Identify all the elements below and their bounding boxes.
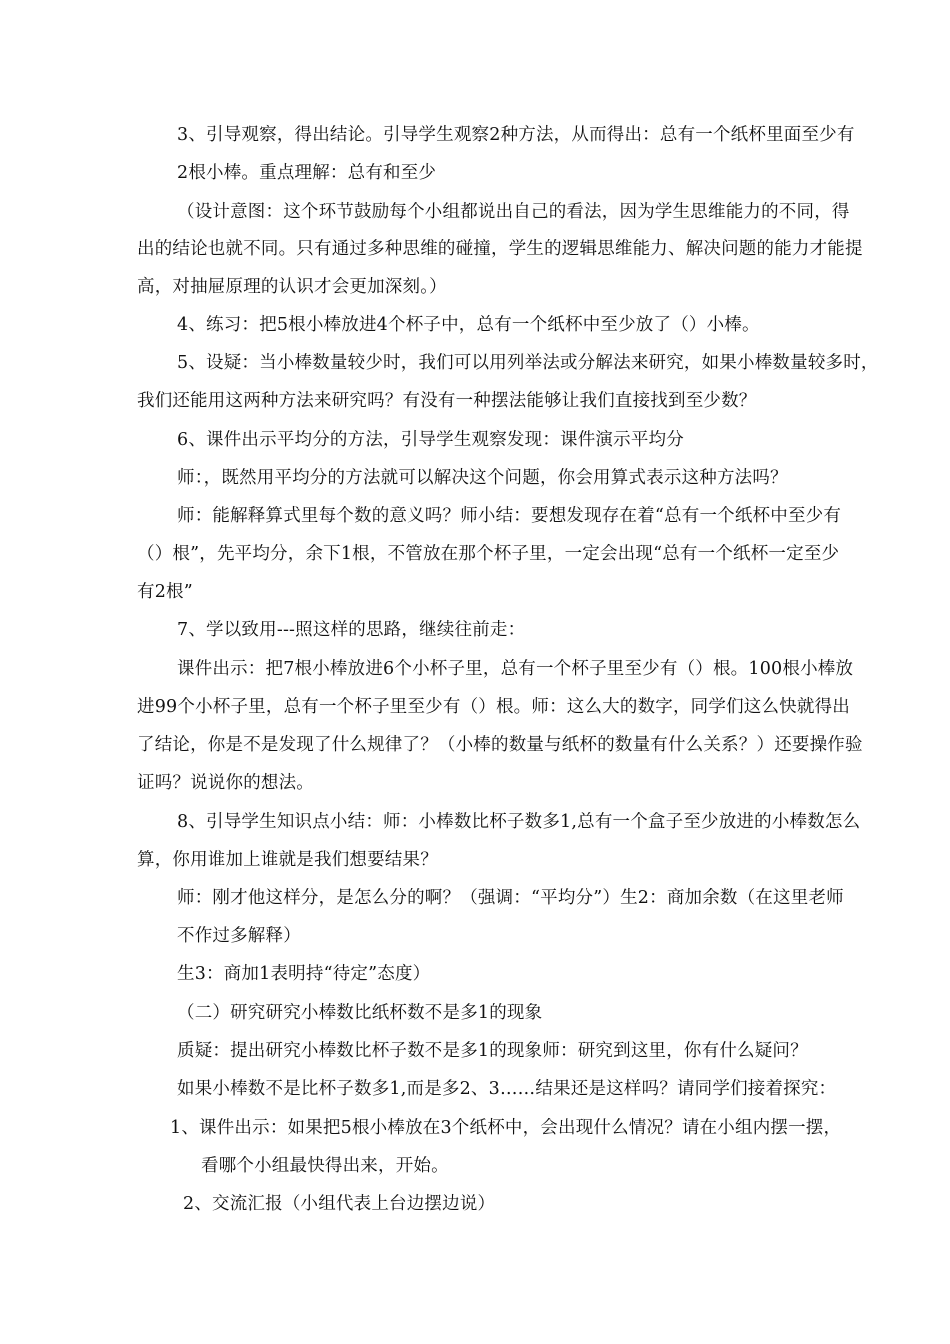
text-line: 算，你用谁加上谁就是我们想要结果？	[137, 850, 438, 870]
text-line: 高，对抽屉原理的认识才会更加深刻。）	[137, 277, 447, 297]
text-line: 3、引导观察，得出结论。引导学生观察2种方法，从而得出：总有一个纸杯里面至少有	[177, 125, 855, 145]
text-line: （）根”，先平均分，余下1根，不管放在那个杯子里，一定会出现“总有一个纸杯一定至少	[137, 544, 840, 564]
text-line: 如果小棒数不是比杯子数多1,而是多2、3……结果还是这样吗？请同学们接着探究：	[177, 1079, 837, 1099]
text-line: 我们还能用这两种方法来研究吗？有没有一种摆法能够让我们直接找到至少数？	[137, 391, 757, 411]
text-line: 有2根”	[137, 582, 193, 602]
text-line: 师：刚才他这样分，是怎么分的啊？（强调：“平均分”）生2：商加余数（在这里老师	[177, 888, 844, 908]
text-line: 5、设疑：当小棒数量较少时，我们可以用列举法或分解法来研究，如果小棒数量较多时，	[177, 353, 879, 373]
text-line: 2根小棒。重点理解：总有和至少	[177, 163, 437, 183]
text-line: 生3：商加1表明持“待定”态度）	[177, 964, 431, 984]
text-line: 师：能解释算式里每个数的意义吗？师小结：要想发现存在着“总有一个纸杯中至少有	[177, 506, 842, 526]
text-line: 课件出示：把7根小棒放进6个小杯子里，总有一个杯子里至少有（）根。100根小棒放	[177, 659, 854, 679]
text-line: 6、课件出示平均分的方法，引导学生观察发现：课件演示平均分	[177, 430, 684, 450]
text-line: 质疑：提出研究小棒数比杯子数不是多1的现象师：研究到这里，你有什么疑问？	[177, 1041, 808, 1061]
text-line: 4、练习：把5根小棒放进4个杯子中，总有一个纸杯中至少放了（）小棒。	[177, 315, 760, 335]
text-line: 了结论，你是不是发现了什么规律了？（小棒的数量与纸杯的数量有什么关系？）还要操作验	[137, 735, 863, 755]
text-line: 不作过多解释）	[177, 926, 301, 946]
text-line: 出的结论也就不同。只有通过多种思维的碰撞，学生的逻辑思维能力、解决问题的能力才能提	[137, 239, 863, 259]
text-line: 证吗？说说你的想法。	[137, 773, 314, 793]
text-line: 2、交流汇报（小组代表上台边摆边说）	[183, 1194, 496, 1214]
section-heading: （二）研究研究小棒数比纸杯数不是多1的现象	[177, 1003, 543, 1023]
text-line: （设计意图：这个环节鼓励每个小组都说出自己的看法，因为学生思维能力的不同，得	[177, 202, 850, 222]
text-line: 进99个小杯子里，总有一个杯子里至少有（）根。师：这么大的数字，同学们这么快就得出	[137, 697, 850, 717]
text-line: 7、学以致用---照这样的思路，继续往前走：	[177, 620, 526, 640]
text-line: 看哪个小组最快得出来，开始。	[201, 1156, 449, 1176]
text-line: 1、课件出示：如果把5根小棒放在3个纸杯中，会出现什么情况？请在小组内摆一摆，	[170, 1118, 842, 1138]
text-line: 8、引导学生知识点小结：师：小棒数比杯子数多1,总有一个盒子至少放进的小棒数怎么	[177, 812, 861, 832]
text-line: 师：，既然用平均分的方法就可以解决这个问题，你会用算式表示这种方法吗？	[177, 468, 788, 488]
